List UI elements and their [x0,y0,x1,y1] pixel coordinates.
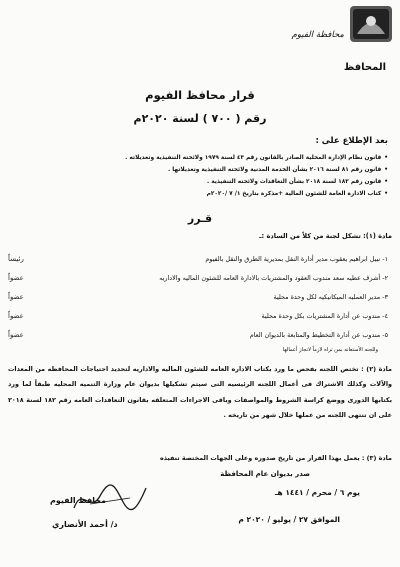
gregorian-date: الموافق ٢٧ / يوليو / ٢٠٢٠ م [238,515,340,524]
hijri-date: يوم ٦ / محرم / ١٤٤١ هـ [274,488,360,497]
committee-member [8,307,388,326]
review-label: بعد الإطلاع على : [315,136,388,146]
article-1: مادة (١): تشكل لجنة من كلاً من السادة :ـ [259,232,392,240]
issued-label: صدر بديوان عام المحافظة [220,470,310,478]
from-label: المحافظ [343,62,386,73]
member-description: ٤- مندوب عن أدارة المشتريات بكل وحدة محلية [261,312,388,320]
committee-member [8,250,388,269]
member-description: ١- نبيل ابراهيم يعقوب مدير أدارة النقل بمديرية الطرق والنقل بالفيوم [205,255,388,263]
committee-member [8,269,388,288]
article-2: مادة (٢) : تختص اللجنه بفحص ما ورد بكتاب الاداره العامه للشئون الماليه والاداريه لتحديد احتياجات المحافظه من المعدات والآلات وكذلك الاشتراك فى أعمال اللجنه الرئيسيه التى سيتم تشكيلها بديوان عام وزارة التنميه المحليه طبقاً لما ورد بكتابها الدورى ووضع كراسة الشروط والمواصفات وباقى الاجراءات المتعلقه بقانون التعاقدات العامه رقم ١٨٢ لسنة ٢٠١٨ على ان تنتهى اللجنه من عملها خلال شهر من تاريخه . [8,365,393,419]
committee-members [8,250,388,345]
committee-note: وللجنه الأستعانه بمن تراه لازماً لانجاز أعمالها [282,347,378,353]
decision-number: رقم ( ٧٠٠ ) لسنة ٢٠٢٠م [133,112,267,125]
member-description: ٥- مندوب عن أدارة التخطيط والمتابعة بالديوان العام [249,331,388,339]
law-item: • قانون نظام الإدارة المحلية الصادر بالقانون رقم ٤٣ لسنة ١٩٧٩ ولائحته التنفيذية وتعديلاته . [10,152,388,164]
member-role: رئيساً [8,255,24,263]
member-role: عضواً [8,312,24,320]
member-role: عضواً [8,274,24,282]
member-role: عضواً [8,331,24,339]
committee-member [8,326,388,345]
laws-list [10,152,388,200]
member-role: عضواً [8,293,24,301]
law-item: • قانون رقم ١٨٢ لسنة ٢٠١٨ بشأن التعاقدات ولائحته التنفيذية . [10,176,388,188]
signatory-title: محافظ الفيوم [50,496,106,505]
article-3: مادة (٣) : يعمل بهذا القرار من تاريخ صدوره وعلى الجهات المختصة تنفيذه [159,454,392,462]
member-description: ٢- أشرف عطيه سعد مندوب العقود والمشتريات بالادارة العامه للشئون الماليه والاداريه [159,274,388,282]
signatory-name: د/ أحمد الأنصاري [52,520,118,529]
decides-heading: قـرر [187,212,213,225]
handwritten-signature [70,478,150,518]
law-item: • كتاب الادارة العامة للشئون المالية +مذكرة بتاريخ ١/ ٧ /٢٠٢٠م [10,188,388,200]
committee-member [8,288,388,307]
governorate-name: محافظة الفيوم [291,30,344,40]
decision-title: قرار محافظ الفيوم [145,88,255,102]
governorate-logo [348,4,394,44]
law-item: • قانون رقم ٨١ لسنة ٢٠١٦ بشأن الخدمة المدنية ولائحته التنفيذية وتعديلاتها . [10,164,388,176]
member-description: ٣- مدير العمليه الميكانيكيه لكل وحدة محلية [273,293,388,301]
